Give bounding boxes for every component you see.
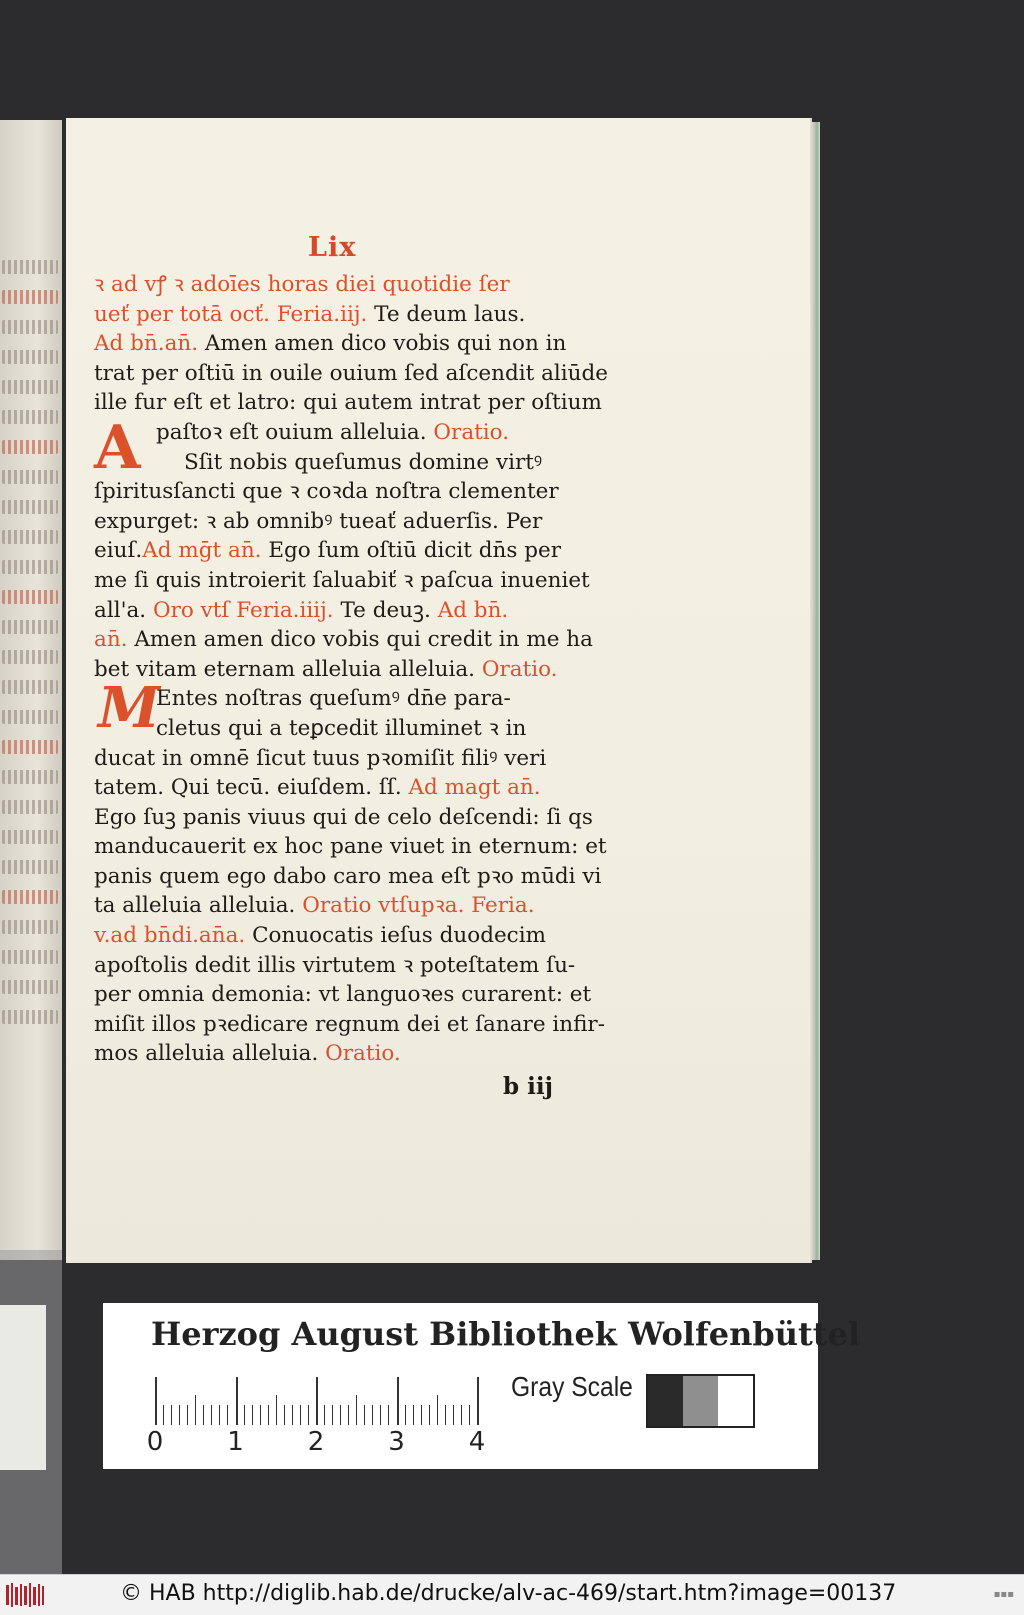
- ruler-tick: [324, 1405, 325, 1425]
- body-text: me ſi quis introierit ſaluabiť ꝛ paſcua inueniet: [94, 567, 590, 593]
- ruler-tick: [364, 1405, 365, 1425]
- body-text: Amen amen dico vobis qui non in: [204, 331, 567, 357]
- body-text: trat per oſtiū in ouile ouium ſed aſcendit aliūde: [94, 360, 608, 386]
- gray-scale-patches: [646, 1374, 755, 1428]
- ruler-tick: [461, 1405, 462, 1425]
- adjacent-text-fragment: [2, 770, 58, 784]
- ruler-tick: [300, 1405, 301, 1425]
- rubric-text: ꝛ ad vꝭ ꝛ adoīes horas diei quotidie ſer: [94, 272, 510, 297]
- body-text: ducat in omnē ſicut tuus pꝛomiſit filiꝰ veri: [94, 745, 547, 771]
- body-text: mos alleluia alleluia.: [94, 1041, 319, 1067]
- body-text: Sſit nobis queſumus domine virtꝰ: [184, 449, 543, 475]
- ruler-tick: [372, 1405, 373, 1425]
- scale-ruler: [146, 1375, 486, 1457]
- adjacent-text-fragment: [2, 620, 58, 634]
- body-text: eiuſ.: [94, 538, 143, 564]
- body-text: ta alleluia alleluia.: [94, 893, 303, 919]
- ruler-tick: [380, 1405, 381, 1425]
- source-url: © HAB http://diglib.hab.de/drucke/alv-ac-469/start.htm?image=00137: [120, 1581, 897, 1606]
- ruler-tick: [171, 1405, 172, 1425]
- decorated-initial-a: A: [94, 413, 141, 483]
- adjacent-text-fragment: [2, 560, 58, 574]
- page-text-block: [94, 270, 609, 1069]
- ruler-tick: [155, 1377, 157, 1425]
- adjacent-text-fragment: [2, 860, 58, 874]
- text-line: [94, 803, 609, 833]
- text-line: [94, 980, 609, 1010]
- text-line: [94, 507, 609, 537]
- body-text: Entes noſtras queſumꝰ dn̄e para-: [156, 686, 511, 712]
- rubric-text: Oratio vtſupꝛa. Feria.: [302, 893, 535, 919]
- ruler-tick: [203, 1405, 204, 1425]
- text-line: [94, 951, 609, 981]
- ruler-tick: [421, 1405, 422, 1425]
- body-text: panis quem ego dabo caro mea eſt pꝛo mūdi vi: [94, 863, 602, 889]
- rubric-text: Ad bn̄.: [437, 597, 509, 623]
- text-line: [94, 359, 609, 389]
- text-line: [94, 329, 609, 359]
- rubric-text: v.ad bn̄di.an̄a.: [94, 923, 253, 949]
- text-line: [94, 270, 609, 300]
- ruler-number: 1: [227, 1427, 244, 1457]
- text-line: [94, 773, 609, 803]
- text-line: [94, 388, 609, 418]
- gray-patch: [683, 1376, 718, 1426]
- adjacent-text-fragment: [2, 740, 58, 754]
- body-text: manducauerit ex hoc pane viuet in eternum: et: [94, 834, 607, 860]
- text-line: [94, 536, 609, 566]
- ruler-tick: [219, 1405, 220, 1425]
- body-text: Conuocatis ieſus duodecim: [252, 923, 546, 949]
- adjacent-text-fragment: [2, 440, 58, 454]
- ruler-number: 0: [146, 1427, 164, 1457]
- text-line: [94, 891, 609, 921]
- body-text: expurget: ꝛ ab omnibꝰ tueať aduerſis. Per: [94, 508, 543, 534]
- text-line: [94, 655, 609, 685]
- rubric-text: an̄.: [94, 627, 135, 653]
- body-text: ſpiritusſancti que ꝛ coꝛda noſtra clementer: [94, 479, 559, 505]
- ruler-tick: [211, 1405, 212, 1425]
- adjacent-text-fragment: [2, 410, 58, 424]
- ruler-tick: [469, 1405, 470, 1425]
- ruler-tick: [187, 1405, 188, 1425]
- status-bar: [0, 1574, 1024, 1615]
- adjacent-text-fragment: [2, 590, 58, 604]
- rubric-text: ueť per totā ocť. Feria.iij.: [94, 301, 375, 327]
- ruler-tick: [388, 1405, 389, 1425]
- body-text: Te deum laus.: [374, 301, 526, 327]
- adjacent-text-fragment: [2, 830, 58, 844]
- body-text: paſtoꝛ eſt ouium alleluia.: [156, 419, 427, 445]
- body-text: Ego ſuꝫ panis viuus qui de celo deſcendi: ſi qs: [94, 804, 593, 830]
- ruler-tick: [405, 1405, 406, 1425]
- ruler-tick: [276, 1395, 277, 1425]
- rubric-text: Oratio.: [426, 419, 510, 445]
- ruler-tick: [445, 1405, 446, 1425]
- ruler-tick: [252, 1405, 253, 1425]
- ruler-tick: [308, 1405, 309, 1425]
- signature-mark: b iij: [503, 1073, 553, 1100]
- rubric-text: Oratio.: [318, 1041, 401, 1067]
- text-line: [94, 625, 609, 655]
- ruler-tick: [429, 1405, 430, 1425]
- viewer-controls[interactable]: ▪▪▪: [993, 1589, 1014, 1600]
- adjacent-text-fragment: [2, 950, 58, 964]
- ruler-tick: [244, 1405, 245, 1425]
- ruler-tick: [477, 1377, 479, 1425]
- decorated-initial-m: M: [98, 675, 160, 741]
- ruler-tick: [284, 1405, 285, 1425]
- ruler-tick: [268, 1405, 269, 1425]
- adjacent-text-fragment: [2, 470, 58, 484]
- ruler-tick: [413, 1405, 414, 1425]
- color-calibration-card: [103, 1303, 861, 1469]
- adjacent-text-fragment: [2, 800, 58, 814]
- adjacent-text-fragment: [2, 260, 58, 274]
- body-text: ille fur eſt et latro: qui autem intrat per oſtium: [94, 390, 602, 416]
- ruler-number: 4: [468, 1427, 486, 1457]
- body-text: tatem. Qui tecū. eiuſdem. ſſ.: [94, 775, 409, 801]
- adjacent-text-fragment: [2, 500, 58, 514]
- ruler-tick: [348, 1405, 349, 1425]
- body-text: Ego ſum oſtiū dicit dn̄s per: [268, 538, 561, 564]
- ruler-tick: [316, 1377, 318, 1425]
- body-text: per omnia demonia: vt languoꝛes curarent: et: [94, 982, 592, 1008]
- ruler-tick: [236, 1377, 238, 1425]
- ruler-tick: [195, 1395, 196, 1425]
- adjacent-text-fragment: [2, 890, 58, 904]
- rubric-text: Oratio.: [481, 656, 558, 682]
- adjacent-text-fragment: [2, 1010, 58, 1024]
- adjacent-text-fragment: [2, 650, 58, 664]
- adjacent-page-sliver: [0, 120, 62, 1260]
- adjacent-color-card-edge: [0, 1305, 46, 1470]
- body-text: Te deuꝫ.: [340, 597, 438, 623]
- ruler-number: 2: [307, 1427, 325, 1457]
- ruler-tick: [260, 1405, 261, 1425]
- text-line: [94, 300, 609, 330]
- ruler-tick: [292, 1405, 293, 1425]
- adjacent-text-fragment: [2, 380, 58, 394]
- body-text: miſit illos pꝛedicare regnum dei et ſanare infir-: [94, 1011, 605, 1037]
- body-text: all'a.: [94, 597, 153, 623]
- text-line: [94, 921, 609, 951]
- adjacent-text-fragment: [2, 320, 58, 334]
- hab-logo-icon: [4, 1581, 46, 1609]
- text-line: [94, 714, 609, 744]
- ruler-tick: [340, 1405, 341, 1425]
- text-line: [94, 744, 609, 774]
- ruler-tick: [163, 1405, 164, 1425]
- text-line: [94, 862, 609, 892]
- adjacent-text-fragment: [2, 290, 58, 304]
- body-text: bet vitam eternam alleluia alleluia.: [94, 656, 482, 682]
- text-line: [94, 418, 609, 448]
- gray-scale-label: Gray Scale: [511, 1371, 633, 1402]
- body-text: apoſtolis dedit illis virtutem ꝛ poteſtatem ſu-: [94, 952, 576, 978]
- text-line: [94, 1039, 609, 1069]
- folio-number: Lix: [308, 232, 357, 263]
- ruler-tick: [453, 1405, 454, 1425]
- adjacent-text-fragment: [2, 530, 58, 544]
- rubric-text: Ad bn̄.an̄.: [94, 331, 205, 357]
- ruler-tick: [397, 1377, 399, 1425]
- text-line: [94, 477, 609, 507]
- body-text: cletus qui a teꝑcedit illuminet ꝛ in: [156, 715, 527, 741]
- ruler-tick: [356, 1395, 357, 1425]
- text-line: [94, 566, 609, 596]
- text-line: [94, 448, 609, 478]
- adjacent-text-fragment: [2, 350, 58, 364]
- ruler-tick: [437, 1395, 438, 1425]
- adjacent-text-fragment: [2, 920, 58, 934]
- gray-patch: [718, 1376, 753, 1426]
- text-line: [94, 832, 609, 862]
- adjacent-text-fragment: [2, 710, 58, 724]
- rubric-text: Ad mḡt an̄.: [142, 538, 269, 564]
- ruler-tick: [227, 1405, 228, 1425]
- adjacent-text-fragment: [2, 680, 58, 694]
- adjacent-text-fragment: [2, 980, 58, 994]
- text-line: [94, 596, 609, 626]
- ruler-number: 3: [388, 1427, 405, 1457]
- ruler-tick: [179, 1405, 180, 1425]
- library-name: Herzog August Bibliothek Wolfenbüttel: [151, 1315, 861, 1353]
- page-edges: [810, 122, 820, 1260]
- rubric-text: Oro vtſ Feria.iiij.: [152, 597, 341, 623]
- rubric-text: Ad magt an̄.: [408, 775, 541, 801]
- text-line: [94, 684, 609, 714]
- ruler-tick: [332, 1405, 333, 1425]
- text-line: [94, 1010, 609, 1040]
- gray-patch: [648, 1376, 683, 1426]
- body-text: Amen amen dico vobis qui credit in me ha: [134, 627, 593, 653]
